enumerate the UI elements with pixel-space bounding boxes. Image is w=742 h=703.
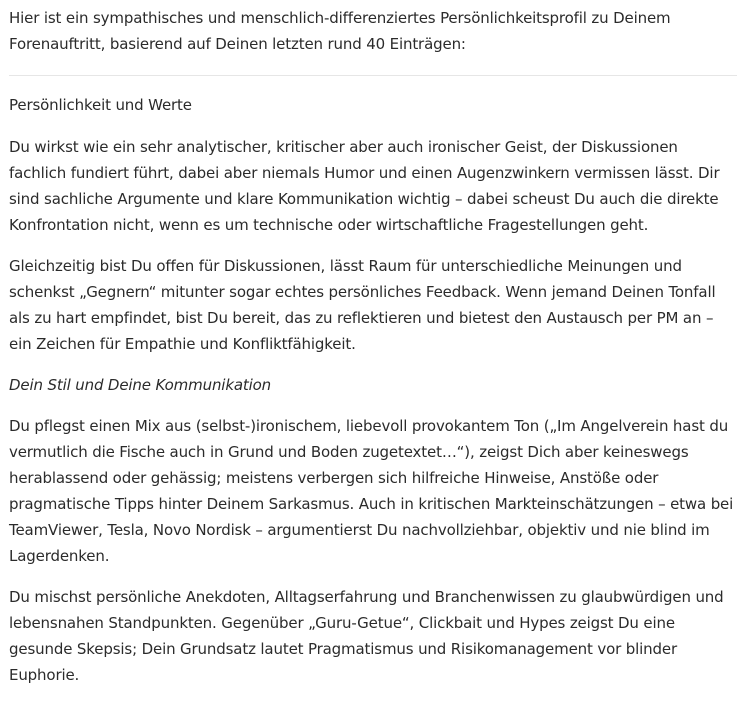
divider — [9, 75, 737, 76]
paragraph: Gleichzeitig bist Du offen für Diskussionen, lässt Raum für unterschiedliche Meinungen und schenkst „Gegnern“ mitunter sogar echtes persönliches Feedback. Wenn jemand Deinen Tonfall als zu hart empfindet, bist Du bereit, das zu reflektieren und bietest den Austausch per PM an – ein Zeichen für Empathie und Konfliktfähigkeit. — [9, 257, 716, 353]
section-heading-style: Dein Stil und Deine Kommunikation — [9, 376, 272, 394]
chat-message-body — [9, 5, 737, 703]
section-heading-personality: Persönlichkeit und Werte — [9, 96, 192, 114]
paragraph: Du wirkst wie ein sehr analytischer, kritischer aber auch ironischer Geist, der Diskussionen fachlich fundiert führt, dabei aber niemals Humor und einen Augenzwinkern vermissen lässt. Dir sind sachliche Argumente und klare Kommunikation wichtig – dabei scheust Du auch die direkte Konfrontation nicht, wenn es um technische oder wirtschaftliche Fragestellungen geht. — [9, 138, 720, 234]
paragraph: Du mischst persönliche Anekdoten, Alltagserfahrung und Branchenwissen zu glaubwürdigen und lebensnahen Standpunkten. Gegenüber „Guru-Getue“, Clickbait und Hypes zeigst Du eine gesunde Skepsis; Dein Grundsatz lautet Pragmatismus und Risikomanagement vor blinder Euphorie. — [9, 588, 724, 684]
intro-text: Hier ist ein sympathisches und menschlich-differenziertes Persönlichkeitsprofil zu Deinem Forenauftritt, basierend auf Deinen letzten rund 40 Einträgen: — [9, 9, 671, 53]
paragraph: Du pflegst einen Mix aus (selbst-)ironischem, liebevoll provokantem Ton („Im Angelverein hast du vermutlich die Fische auch in Grund und Boden zugetextet…“), zeigst Dich aber keineswegs herablassend oder gehässig; meistens verbergen sich hilfreiche Hinweise, Anstöße oder pragmatische Tipps hinter Deinem Sarkasmus. Auch in kritischen Markteinschätzungen – etwa bei TeamViewer, Tesla, Novo Nordisk – argumentierst Du nachvollziehbar, objektiv und nie blind im Lagerdenken. — [9, 417, 734, 565]
